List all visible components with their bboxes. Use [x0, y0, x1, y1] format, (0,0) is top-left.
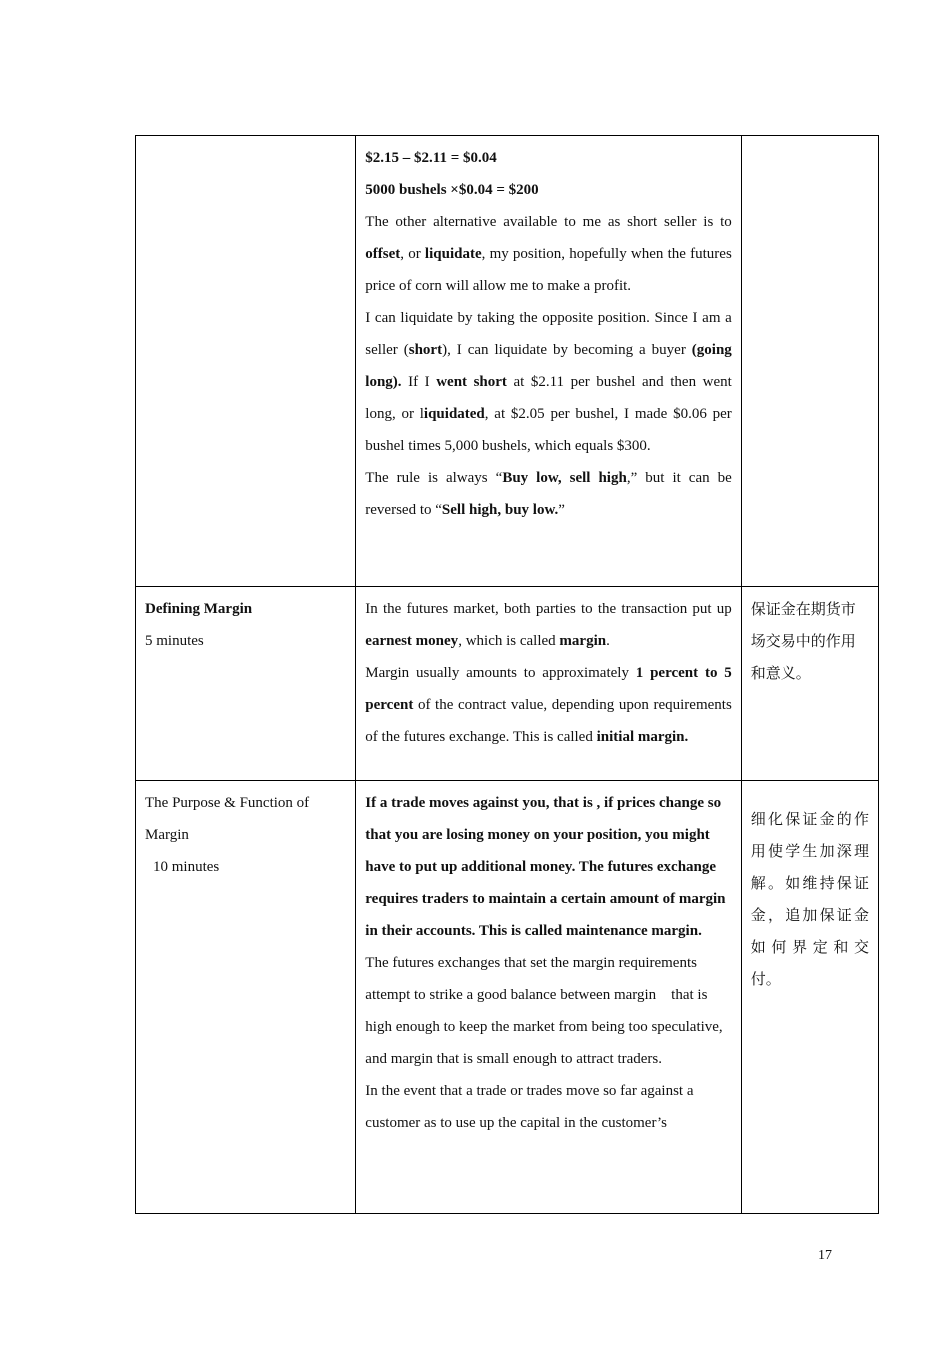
paragraph: The other alternative available to me as short seller is to offset, or liquidate, my position, hopefully when the futures price of corn will allow me to make a profit. [365, 214, 732, 294]
topic-title: The Purpose & Function of Margin [145, 795, 310, 843]
paragraph: In the event that a trade or trades move so far against a customer as to use up the capital in the customer’s [365, 1083, 694, 1131]
topic-cell [136, 136, 356, 587]
content-cell [356, 587, 742, 781]
topic-time: 10 minutes [153, 859, 220, 875]
paragraph: The rule is always “Buy low, sell high,” but it can be reversed to “Sell high, buy low.” [365, 470, 732, 518]
page-number: 17 [818, 1248, 832, 1263]
paragraph: In the futures market, both parties to the transaction put up earnest money, which is called margin. [365, 601, 732, 649]
content-cell [356, 781, 742, 1214]
table-row [136, 781, 879, 1214]
calculation-line: 5000 bushels ×$0.04 = $200 [365, 182, 539, 198]
topic-time: 5 minutes [145, 633, 204, 649]
paragraph: If a trade moves against you, that is , if prices change so that you are losing money on your position, you might have to put up additional money. The futures exchange requires traders to maintain a certain amount of margin in their accounts. This is called maintenance margin. [365, 795, 726, 939]
lesson-plan-table [135, 135, 879, 1214]
content-cell [356, 136, 742, 587]
paragraph: Margin usually amounts to approximately 1 percent to 5 percent of the contract value, depending upon requirements of the futures exchange. This is called initial margin. [365, 665, 732, 745]
teaching-note: 细化保证金的作用使学生加深理解。如维持保证金，追加保证金如何界定和交付。 [750, 810, 869, 988]
topic-cell [136, 781, 356, 1214]
note-cell [741, 781, 878, 1214]
paragraph: I can liquidate by taking the opposite position. Since I am a seller (short), I can liquidate by becoming a buyer (going long). If I went short at $2.11 per bushel and then went long, or liquidated, at $2.05 per bushel, I made $0.06 per bushel times 5,000 bushels, which equals $300. [365, 310, 732, 454]
table-row [136, 587, 879, 781]
note-cell [741, 136, 878, 587]
calculation-line: $2.15 – $2.11 = $0.04 [365, 150, 497, 166]
paragraph: The futures exchanges that set the margin requirements attempt to strike a good balance between margin that is high enough to keep the market from being too speculative, and margin that is small enough to attract traders. [365, 955, 723, 1067]
topic-title: Defining Margin [145, 601, 253, 617]
table-row [136, 136, 879, 587]
topic-cell [136, 587, 356, 781]
teaching-note: 保证金在期货市场交易中的作用和意义。 [750, 600, 856, 682]
note-cell [741, 587, 878, 781]
